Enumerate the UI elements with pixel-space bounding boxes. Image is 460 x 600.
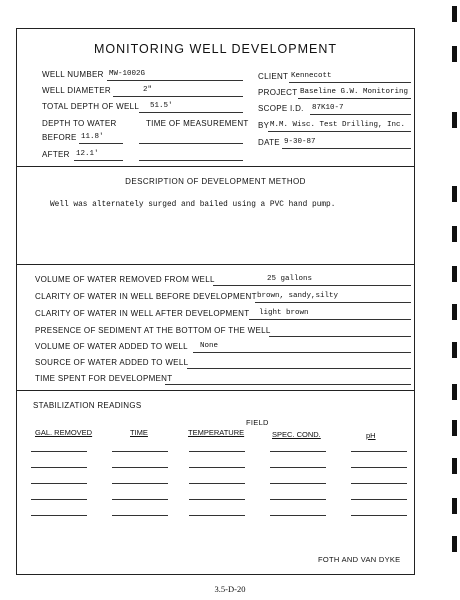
clarity-after-line xyxy=(249,319,411,320)
by-value: M.M. Wisc. Test Drilling, Inc. xyxy=(270,121,406,129)
margin-mark xyxy=(452,498,457,514)
before-time-line xyxy=(139,143,243,144)
date-value: 9-30-87 xyxy=(284,138,316,146)
after-value: 12.1' xyxy=(76,150,99,158)
after-time-line xyxy=(139,160,243,161)
reading-blank-line xyxy=(31,483,87,484)
reading-blank-line xyxy=(31,451,87,452)
clarity-after-value: light brown xyxy=(259,309,309,317)
scope-line xyxy=(310,114,411,115)
field-label: FIELD xyxy=(246,418,269,427)
project-label: PROJECT xyxy=(258,88,298,97)
well-number-line xyxy=(107,80,243,81)
before-value: 11.8' xyxy=(81,133,104,141)
volume-removed-line xyxy=(213,285,411,286)
reading-blank-line xyxy=(351,451,407,452)
reading-blank-line xyxy=(112,467,168,468)
reading-blank-line xyxy=(351,467,407,468)
column-time: TIME xyxy=(130,428,148,437)
reading-blank-line xyxy=(112,499,168,500)
margin-mark xyxy=(452,186,457,202)
client-label: CLIENT xyxy=(258,72,289,81)
volume-added-label: VOLUME OF WATER ADDED TO WELL xyxy=(35,342,188,351)
time-of-measurement-label: TIME OF MEASUREMENT xyxy=(146,119,249,128)
volume-added-line xyxy=(193,352,411,353)
after-line xyxy=(74,160,123,161)
clarity-before-line xyxy=(255,302,411,303)
description-text: Well was alternately surged and bailed using a PVC hand pump. xyxy=(50,201,336,209)
source-label: SOURCE OF WATER ADDED TO WELL xyxy=(35,358,189,367)
well-development-form xyxy=(16,28,415,575)
section-divider xyxy=(17,166,414,167)
source-line xyxy=(187,368,411,369)
reading-blank-line xyxy=(351,515,407,516)
margin-mark xyxy=(452,420,457,436)
before-label: BEFORE xyxy=(42,133,77,142)
well-diameter-line xyxy=(113,96,243,97)
volume-added-value: None xyxy=(200,342,219,350)
page-number: 3.5-D-20 xyxy=(214,584,246,594)
project-value: Baseline G.W. Monitoring xyxy=(300,88,409,96)
margin-mark xyxy=(452,6,457,22)
margin-mark xyxy=(452,266,457,282)
total-depth-value: 51.5' xyxy=(150,102,173,110)
margin-mark xyxy=(452,536,457,552)
clarity-after-label: CLARITY OF WATER IN WELL AFTER DEVELOPMENT xyxy=(35,309,250,318)
reading-blank-line xyxy=(270,515,326,516)
time-spent-label: TIME SPENT FOR DEVELOPMENT xyxy=(35,374,173,383)
margin-mark xyxy=(452,342,457,358)
time-spent-line xyxy=(165,384,411,385)
reading-blank-line xyxy=(112,515,168,516)
reading-blank-line xyxy=(31,515,87,516)
description-heading: DESCRIPTION OF DEVELOPMENT METHOD xyxy=(125,177,306,186)
scope-label: SCOPE I.D. xyxy=(258,104,304,113)
reading-blank-line xyxy=(112,451,168,452)
margin-mark xyxy=(452,226,457,242)
reading-blank-line xyxy=(112,483,168,484)
date-line xyxy=(282,148,411,149)
reading-blank-line xyxy=(270,451,326,452)
column-gal-removed: GAL. REMOVED xyxy=(35,428,93,437)
reading-blank-line xyxy=(189,515,245,516)
sediment-line xyxy=(269,336,411,337)
reading-blank-line xyxy=(351,499,407,500)
client-line xyxy=(289,82,411,83)
reading-blank-line xyxy=(189,467,245,468)
clarity-before-value: brown, sandy,silty xyxy=(257,292,339,300)
margin-mark xyxy=(452,384,457,400)
stabilization-heading: STABILIZATION READINGS xyxy=(33,401,142,410)
margin-mark xyxy=(452,112,457,128)
volume-removed-label: VOLUME OF WATER REMOVED FROM WELL xyxy=(35,275,215,284)
column-temperature: TEMPERATURE xyxy=(188,428,245,437)
margin-mark xyxy=(452,458,457,474)
section-divider xyxy=(17,264,414,265)
client-value: Kennecott xyxy=(291,72,332,80)
total-depth-label: TOTAL DEPTH OF WELL xyxy=(42,102,140,111)
reading-blank-line xyxy=(189,499,245,500)
form-title: MONITORING WELL DEVELOPMENT xyxy=(93,42,337,56)
well-number-value: MW-1002G xyxy=(109,70,146,78)
well-diameter-value: 2" xyxy=(143,86,153,94)
reading-blank-line xyxy=(189,451,245,452)
volume-removed-value: 25 gallons xyxy=(267,275,313,283)
column-spec-cond: SPEC. COND. xyxy=(272,430,321,439)
date-label: DATE xyxy=(258,138,280,147)
scope-value: 87K10-7 xyxy=(312,104,344,112)
section-divider xyxy=(17,390,414,391)
before-line xyxy=(79,143,123,144)
margin-mark xyxy=(452,46,457,62)
by-label: BY xyxy=(258,121,270,130)
reading-blank-line xyxy=(31,467,87,468)
reading-blank-line xyxy=(189,483,245,484)
total-depth-line xyxy=(139,112,243,113)
reading-blank-line xyxy=(270,499,326,500)
project-line xyxy=(298,98,411,99)
column-ph: pH xyxy=(366,431,376,440)
after-label: AFTER xyxy=(42,150,70,159)
clarity-before-label: CLARITY OF WATER IN WELL BEFORE DEVELOPMENT xyxy=(35,292,257,301)
margin-mark xyxy=(452,304,457,320)
sediment-label: PRESENCE OF SEDIMENT AT THE BOTTOM OF THE WELL xyxy=(35,326,271,335)
reading-blank-line xyxy=(270,467,326,468)
well-diameter-label: WELL DIAMETER xyxy=(42,86,111,95)
reading-blank-line xyxy=(351,483,407,484)
reading-blank-line xyxy=(270,483,326,484)
company-name: FOTH AND VAN DYKE xyxy=(318,555,401,564)
well-number-label: WELL NUMBER xyxy=(42,70,104,79)
depth-to-water-label: DEPTH TO WATER xyxy=(42,119,117,128)
reading-blank-line xyxy=(31,499,87,500)
by-line xyxy=(268,131,411,132)
